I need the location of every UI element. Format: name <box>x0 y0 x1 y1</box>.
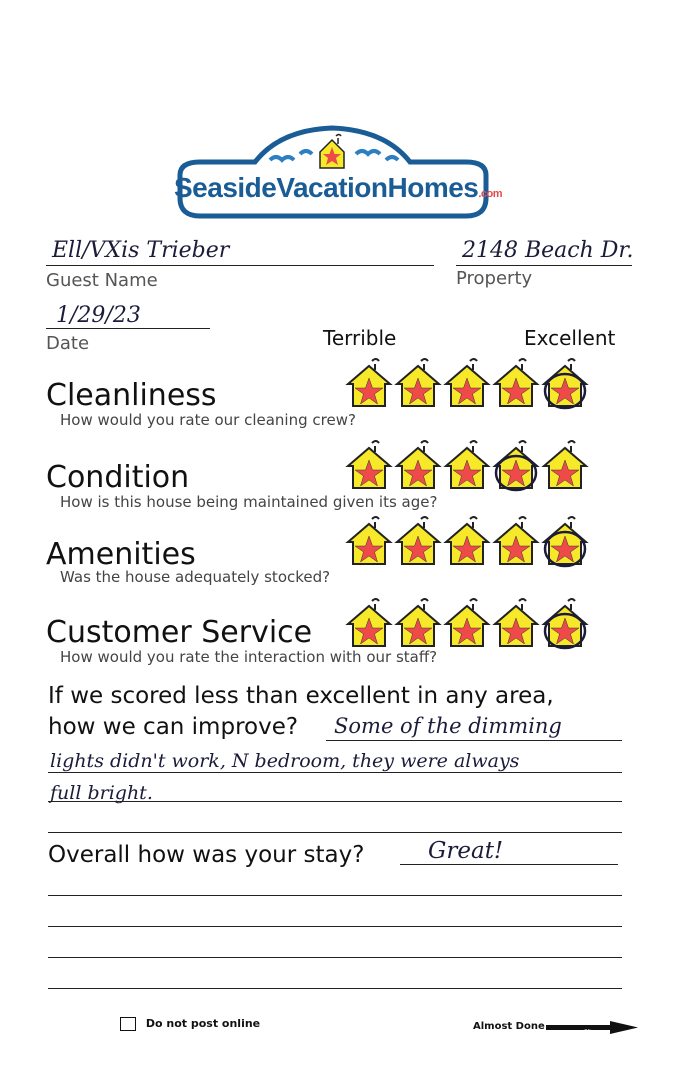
overall-line-3 <box>48 926 622 927</box>
property-value: 2148 Beach Dr. <box>462 238 634 263</box>
rating-houses-condition <box>345 440 590 492</box>
rating-houses-customer-service <box>345 598 590 650</box>
house-star-icon[interactable] <box>541 358 590 410</box>
improve-answer-line1: Some of the dimming <box>334 714 562 738</box>
rating-houses-cleanliness <box>345 358 590 410</box>
house-star-icon[interactable] <box>492 598 541 650</box>
improve-line-1 <box>326 740 622 741</box>
improve-line-3 <box>48 801 622 802</box>
house-star-icon[interactable] <box>345 440 394 492</box>
guest-name-line <box>46 265 434 266</box>
house-star-icon[interactable] <box>345 598 394 650</box>
logo-badge-icon <box>160 120 506 220</box>
house-star-icon[interactable] <box>443 598 492 650</box>
flip-label: Flip <box>584 1029 595 1036</box>
rating-title-cleanliness: Cleanliness <box>46 378 217 413</box>
improve-answer-line3: full bright. <box>50 782 153 804</box>
improve-answer-line2: lights didn't work, N bedroom, they were always <box>50 750 520 772</box>
do-not-post-label: Do not post online <box>145 1017 261 1030</box>
house-star-icon[interactable] <box>345 358 394 410</box>
date-value: 1/29/23 <box>56 303 141 328</box>
overall-line-2 <box>48 895 622 896</box>
property-label: Property <box>456 268 533 289</box>
do-not-post-option[interactable] <box>120 1017 260 1031</box>
rating-question-customer-service: How would you rate the interaction with our staff? <box>60 648 438 666</box>
overall-answer: Great! <box>428 838 504 864</box>
rating-title-customer-service: Customer Service <box>46 615 313 650</box>
house-star-icon[interactable] <box>492 358 541 410</box>
rating-title-amenities: Amenities <box>46 537 196 572</box>
house-star-icon[interactable] <box>541 440 590 492</box>
house-star-icon[interactable] <box>394 440 443 492</box>
overall-line-5 <box>48 988 622 989</box>
improve-line-4 <box>48 832 622 833</box>
guest-name-label: Guest Name <box>46 270 158 291</box>
house-star-icon[interactable] <box>394 358 443 410</box>
logo-suffix: .com <box>478 188 503 200</box>
rating-question-amenities: Was the house adequately stocked? <box>60 568 331 586</box>
house-star-icon[interactable] <box>394 516 443 568</box>
house-star-icon[interactable] <box>443 516 492 568</box>
rating-houses-amenities <box>345 516 590 568</box>
date-line <box>46 328 210 329</box>
flip-arrow-icon[interactable] <box>546 1020 638 1036</box>
date-label: Date <box>46 333 90 354</box>
almost-done-label: Almost Done <box>473 1021 545 1032</box>
improve-prompt-line1: If we scored less than excellent in any area, <box>48 683 554 709</box>
improve-line-2 <box>48 772 622 773</box>
house-star-icon[interactable] <box>541 598 590 650</box>
rating-title-condition: Condition <box>46 460 190 495</box>
house-star-icon[interactable] <box>492 516 541 568</box>
house-star-icon[interactable] <box>492 440 541 492</box>
house-star-icon[interactable] <box>345 516 394 568</box>
guest-name-value: Ell/VXis Trieber <box>52 238 230 263</box>
overall-line-1 <box>400 864 618 865</box>
improve-prompt-line2: how we can improve? <box>48 714 299 740</box>
overall-line-4 <box>48 957 622 958</box>
house-star-icon[interactable] <box>443 440 492 492</box>
house-star-icon[interactable] <box>394 598 443 650</box>
house-star-icon[interactable] <box>443 358 492 410</box>
scale-high-label: Excellent <box>524 326 616 350</box>
logo-text: SeasideVacationHomes <box>174 172 479 203</box>
do-not-post-checkbox[interactable] <box>120 1017 136 1031</box>
property-line <box>456 265 632 266</box>
house-star-icon[interactable] <box>541 516 590 568</box>
rating-question-cleanliness: How would you rate our cleaning crew? <box>60 411 356 429</box>
scale-low-label: Terrible <box>323 326 397 350</box>
rating-question-condition: How is this house being maintained given its age? <box>60 493 438 511</box>
logo <box>160 120 506 220</box>
overall-prompt: Overall how was your stay? <box>48 842 365 868</box>
